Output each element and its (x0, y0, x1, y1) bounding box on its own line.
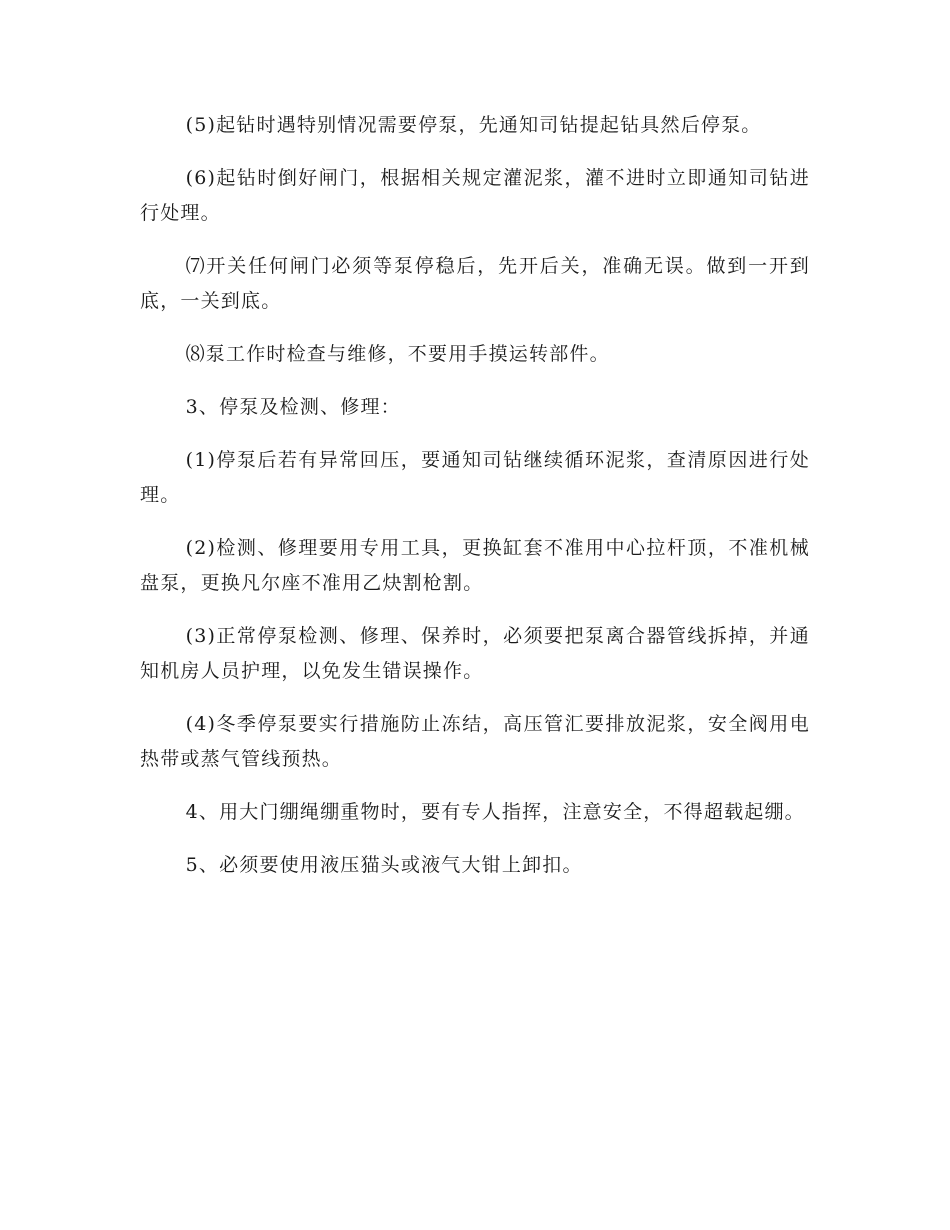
section-item-5: 5、必须要使用液压猫头或液气大钳上卸扣。 (185, 854, 583, 876)
paragraph-3-4: (4)冬季停泵要实行措施防止冻结，高压管汇要排放泥浆，安全阀用电热带或蒸气管线预热。 (140, 713, 810, 770)
paragraph-3-3: (3)正常停泵检测、修理、保养时，必须要把泵离合器管线拆掉，并通知机房人员护理，以免发生错误操作。 (140, 625, 810, 682)
document-body (140, 108, 810, 901)
section-item-4: 4、用大门绷绳绷重物时，要有专人指挥，注意安全，不得超载起绷。 (185, 801, 805, 823)
paragraph-3-2: (2)检测、修理要用专用工具，更换缸套不准用中心拉杆顶，不准机械盘泵，更换凡尔座不准用乙炔割枪割。 (140, 537, 810, 594)
section-heading-3: 3、停泵及检测、修理： (185, 396, 401, 418)
paragraph-step-6: (6)起钻时倒好闸门，根据相关规定灌泥浆，灌不进时立即通知司钻进行处理。 (140, 167, 810, 224)
paragraph-step-8: ⑻泵工作时检查与维修，不要用手摸运转部件。 (185, 343, 610, 365)
paragraph-step-5: (5)起钻时遇特别情况需要停泵，先通知司钻提起钻具然后停泵。 (185, 114, 762, 136)
paragraph-step-7: ⑺开关任何闸门必须等泵停稳后，先开后关，准确无误。做到一开到底，一关到底。 (140, 255, 810, 312)
paragraph-3-1: (1)停泵后若有异常回压，要通知司钻继续循环泥浆，查清原因进行处理。 (140, 449, 810, 506)
